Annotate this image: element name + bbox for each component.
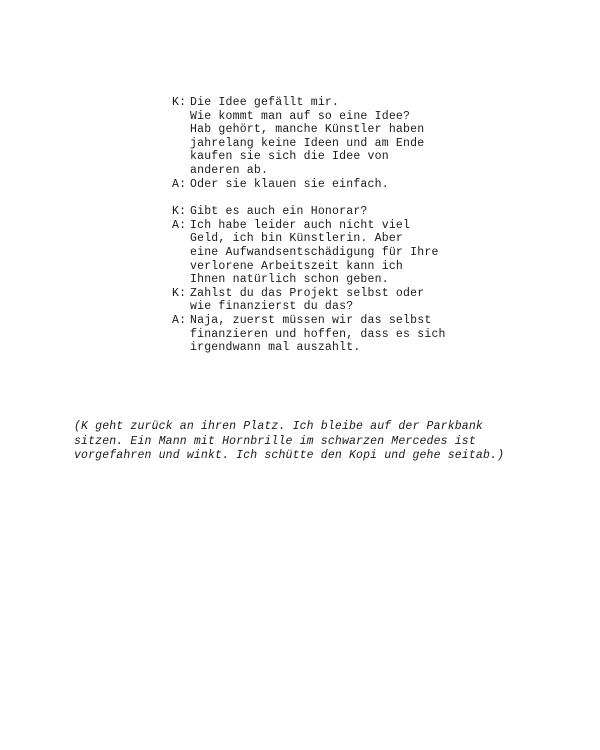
dialogue-turn: [172, 178, 472, 192]
speaker-label: A:: [172, 177, 187, 191]
dialogue-turn: [172, 287, 472, 314]
spoken-text: [190, 287, 472, 314]
text-line: Naja, zuerst müssen wir das selbst: [190, 313, 432, 327]
dialogue-block: [172, 205, 472, 355]
stage-direction-line: (K geht zurück an ihren Platz. Ich bleibe auf der Parkbank: [74, 420, 483, 433]
text-line: finanzieren und hoffen, dass es sich: [190, 327, 446, 341]
text-line: Geld, ich bin Künstlerin. Aber: [190, 232, 404, 246]
text-line: irgendwann mal auszahlt.: [190, 341, 361, 355]
dialogue-section: [172, 96, 472, 369]
spoken-text: [190, 178, 472, 192]
dialogue-turn: [172, 314, 472, 355]
text-line: eine Aufwandsentschädigung für Ihre: [190, 245, 439, 259]
dialogue-turn: [172, 219, 472, 287]
text-line: jahrelang keine Ideen und am Ende: [190, 136, 425, 150]
speaker-label: A:: [172, 313, 187, 327]
text-line: Wie kommt man auf so eine Idee?: [190, 109, 411, 123]
text-line: kaufen sie sich die Idee von: [190, 150, 389, 164]
text-line: verlorene Arbeitszeit kann ich: [190, 259, 404, 273]
text-line: Zahlst du das Projekt selbst oder: [190, 286, 425, 300]
stage-direction-line: sitzen. Ein Mann mit Hornbrille im schwarzen Mercedes ist: [74, 434, 476, 448]
dialogue-block: [172, 96, 472, 191]
text-line: Ihnen natürlich schon geben.: [190, 273, 389, 287]
spoken-text: [190, 205, 472, 219]
spoken-text: [190, 219, 472, 287]
dialogue-turn: [172, 96, 472, 178]
spoken-text: [190, 314, 472, 355]
speaker-label: K:: [172, 286, 187, 300]
text-line: Die Idee gefällt mir.: [190, 96, 340, 109]
text-line: wie finanzierst du das?: [190, 300, 354, 314]
stage-direction: [74, 420, 554, 464]
text-line: Oder sie klauen sie einfach.: [190, 177, 389, 191]
text-line: Gibt es auch ein Honorar?: [190, 205, 368, 219]
speaker-label: K:: [172, 96, 187, 109]
dialogue-turn: [172, 205, 472, 219]
text-line: Hab gehört, manche Künstler haben: [190, 123, 425, 137]
speaker-label: K:: [172, 205, 187, 219]
text-line: Ich habe leider auch nicht viel: [190, 218, 411, 232]
speaker-label: A:: [172, 218, 187, 232]
spoken-text: [190, 96, 472, 178]
stage-direction-line: vorgefahren und winkt. Ich schütte den Kopi und gehe seitab.): [74, 449, 505, 463]
text-line: anderen ab.: [190, 163, 269, 177]
